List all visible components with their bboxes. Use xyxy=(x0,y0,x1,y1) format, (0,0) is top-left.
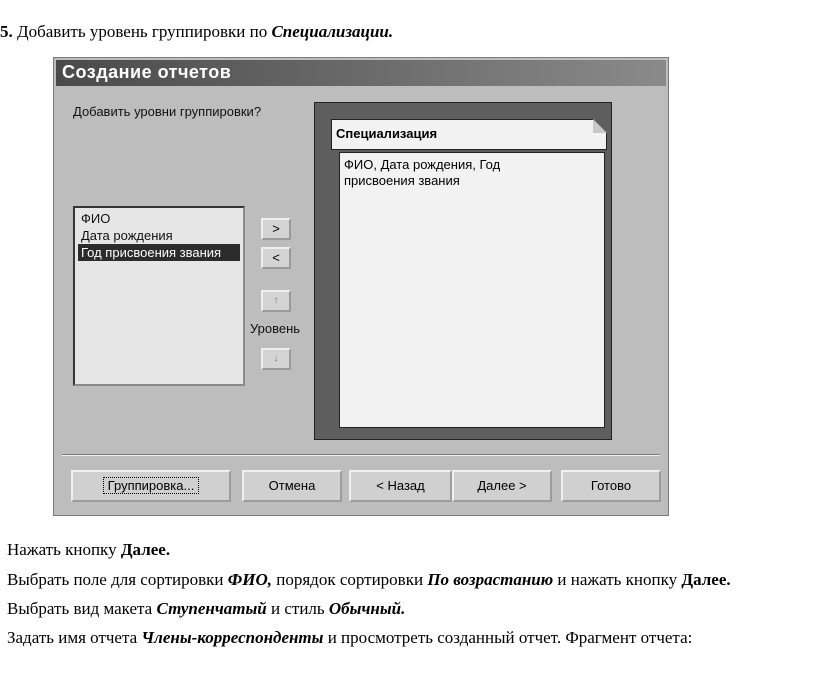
dialog-titlebar xyxy=(56,60,666,86)
preview-detail xyxy=(339,152,605,428)
list-item[interactable]: Дата рождения xyxy=(81,228,173,243)
instruction-bold: Далее. xyxy=(120,540,171,559)
grouping-options-button[interactable] xyxy=(71,470,231,502)
step-emphasis: Специализации. xyxy=(271,22,394,41)
next-button[interactable]: Далее > xyxy=(452,470,552,502)
group-header-label: Специализация xyxy=(336,126,438,141)
available-fields-list[interactable] xyxy=(73,206,245,386)
instruction-line xyxy=(7,570,731,590)
grouping-prompt: Добавить уровни группировки? xyxy=(73,104,262,119)
instruction-emphasis: По возрастанию xyxy=(427,570,554,589)
detail-line: присвоения звания xyxy=(344,173,460,188)
back-button[interactable]: < Назад xyxy=(349,470,452,502)
instruction-line xyxy=(7,540,170,560)
instruction-text: и стиль xyxy=(266,599,329,618)
finish-button[interactable]: Готово xyxy=(561,470,661,502)
list-item[interactable]: ФИО xyxy=(81,211,111,226)
instruction-text: Нажать кнопку xyxy=(7,540,121,559)
instruction-bold: Далее. xyxy=(681,570,731,589)
priority-up-button[interactable] xyxy=(261,290,291,312)
dialog-title: Создание отчетов xyxy=(62,62,232,82)
step-text: Добавить уровень группировки по xyxy=(17,22,268,41)
instruction-emphasis: ФИО, xyxy=(227,570,272,589)
priority-label: Уровень xyxy=(250,321,301,336)
grouping-options-label: Группировка... xyxy=(103,477,200,494)
instruction-text: порядок сортировки xyxy=(272,570,428,589)
detail-line: ФИО, Дата рождения, Год xyxy=(344,157,501,172)
grouping-preview xyxy=(314,102,612,440)
priority-down-button[interactable] xyxy=(261,348,291,370)
footer-separator xyxy=(62,454,660,456)
instruction-emphasis: Обычный. xyxy=(328,599,406,618)
instruction-text: Выбрать вид макета xyxy=(7,599,157,618)
remove-field-button[interactable]: < xyxy=(261,247,291,269)
report-wizard-dialog xyxy=(53,57,669,516)
add-field-button[interactable]: > xyxy=(261,218,291,240)
instruction-text: и просмотреть созданный отчет. Фрагмент отчета: xyxy=(323,628,693,647)
step-heading xyxy=(0,22,393,42)
instruction-text: Задать имя отчета xyxy=(7,628,142,647)
instruction-emphasis: Члены-корреспонденты xyxy=(141,628,324,647)
page-fold-icon xyxy=(593,119,607,133)
preview-group-header xyxy=(331,119,607,150)
list-item-selected[interactable]: Год присвоения звания xyxy=(78,244,240,261)
instruction-text: Выбрать поле для сортировки xyxy=(7,570,228,589)
arrow-down-icon: ↓ xyxy=(273,353,279,364)
instruction-emphasis: Ступенчатый xyxy=(156,599,267,618)
cancel-button[interactable]: Отмена xyxy=(242,470,342,502)
step-number: 5. xyxy=(0,22,13,41)
instruction-line xyxy=(7,599,405,619)
arrow-up-icon: ↑ xyxy=(273,295,279,306)
instruction-line xyxy=(7,628,692,648)
instruction-text: и нажать кнопку xyxy=(553,570,682,589)
